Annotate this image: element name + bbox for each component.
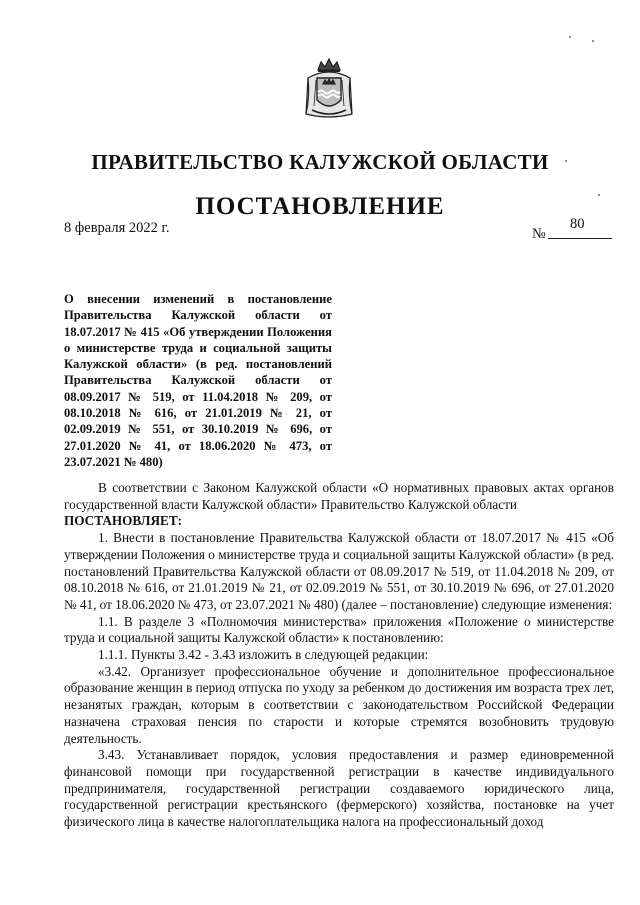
subject-text: О внесении изменений в постановление Правительства Калужской области от 18.07.2017 № 415 «Об утверждении Положения о министерстве труда и социальной защиты Калужской области» (в ред. постановлений Правительства Калужской области от 08.09.2017 № 519, от 11.04.2018 № 209, от 08.10.2018 № 616, от 21.01.2019 № 21, от 02.09.2019 № 551, от 30.10.2019 № 696, от 27.01.2020 № 41, от 18.06.2020 № 473, от 23.07.2021 № 480) — [64, 292, 332, 469]
scan-speck — [565, 160, 567, 162]
scan-speck — [569, 36, 571, 38]
body-paragraph-1: 1. Внести в постановление Правительства Калужской области от 18.07.2017 № 415 «Об утверждении Положения о министерстве труда и социальной защиты Калужской области» (в ред. постановлений Правительства Калужской области от 08.09.2017 № 519, от 11.04.2018 № 209, от 08.10.2018 № 616, от 21.01.2019 № 21, от 02.09.2019 № 551, от 30.10.2019 № 696, от 27.01.2020 № 41, от 18.06.2020 № 473, от 23.07.2021 № 480) (далее – постановление) следующие изменения: — [64, 530, 614, 612]
body-paragraph-3-42: «3.42. Организует профессиональное обучение и дополнительное профессиональное образование женщин в период отпуска по уходу за ребенком до достижения им возраста трех лет, незанятых граждан, которым в соответствии с законодательством Российской Федерации назначена страховая пенсия по старости и которые стремятся возобновить трудовую деятельность. — [64, 663, 614, 746]
government-name: ПРАВИТЕЛЬСТВО КАЛУЖСКОЙ ОБЛАСТИ — [91, 150, 549, 174]
document-body — [64, 480, 614, 831]
coat-of-arms-emblem — [302, 56, 356, 120]
body-paragraph-1-1: 1.1. В разделе 3 «Полномочия министерства» приложения «Положение о министерстве труда и социальной защиты Калужской области» к постановлению: — [64, 613, 614, 646]
document-number-underline — [548, 238, 612, 239]
document-date: 8 февраля 2022 г. — [64, 220, 170, 236]
body-paragraph-1-1-1: 1.1.1. Пункты 3.42 - 3.43 изложить в следующей редакции: — [98, 647, 429, 663]
scan-speck — [592, 40, 594, 42]
scan-speck — [598, 194, 600, 196]
document-number-prefix: № — [532, 226, 546, 242]
document-subject — [64, 291, 332, 470]
resolves-heading: ПОСТАНОВЛЯЕТ: — [64, 513, 183, 529]
document-number: 80 — [570, 216, 585, 232]
body-paragraph-3-43: 3.43. Устанавливает порядок, условия предоставления и размер единовременной финансовой помощи при государственной регистрации в качестве индивидуального предпринимателя, государственной регистрации создаваемого юридического лица, государственной регистрации крестьянского (фермерского) хозяйства, постановке на учет физического лица в качестве налогоплательщика налога на профессиональный доход — [64, 747, 614, 830]
preamble-paragraph: В соответствии с Законом Калужской области «О нормативных правовых актах органов государственной власти Калужской области» Правительство Калужской области — [64, 480, 614, 512]
document-type-title: ПОСТАНОВЛЕНИЕ — [195, 193, 445, 220]
